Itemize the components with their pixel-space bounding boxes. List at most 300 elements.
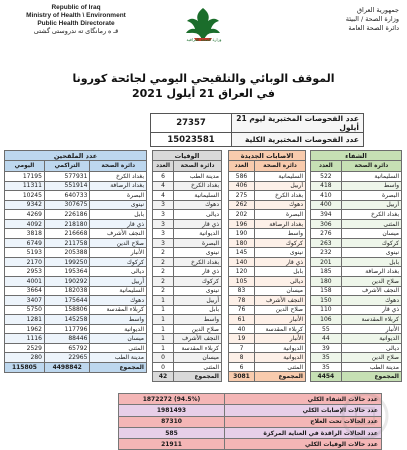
table-row <box>153 334 222 344</box>
table-row <box>311 324 402 334</box>
vaccinated-row-dept: ميسان <box>90 334 147 344</box>
table-row <box>311 277 402 287</box>
header-left-line2: Ministry of Health \ Environment <box>26 12 126 19</box>
table-row <box>229 219 306 229</box>
recovered-row-dept: السليمانية <box>341 172 401 182</box>
vaccinated-row-cum: 218180 <box>44 219 89 229</box>
table-row <box>229 362 306 372</box>
deaths-row-count: 2 <box>153 267 174 277</box>
deaths-row-count: 1 <box>153 343 174 353</box>
recovered-title: الشفاء <box>311 151 402 161</box>
table-row <box>229 353 306 363</box>
vaccinated-row-cum: 211758 <box>44 238 89 248</box>
deaths-row-count: 3 <box>153 200 174 210</box>
vaccinated-total-daily: 115805 <box>5 362 45 372</box>
table-row <box>229 277 306 287</box>
header-right <box>289 6 399 33</box>
vaccinated-row-dept: مدينة الطب <box>90 353 147 363</box>
vaccinated-row-dept: نينوى <box>90 200 147 210</box>
totals-label: عدد حالات الإصابات الكلي <box>225 405 382 416</box>
vaccinated-row-cum: 199250 <box>44 257 89 267</box>
table-row <box>311 305 402 315</box>
vaccinated-row-cum: 551914 <box>44 181 89 191</box>
vaccinated-row-daily: 3818 <box>5 229 45 239</box>
table-row <box>311 343 402 353</box>
vaccinated-row-daily: 4092 <box>5 219 45 229</box>
ministry-logo-icon <box>168 4 238 52</box>
deaths-row-dept: نينوى <box>174 248 222 258</box>
vaccinated-row-dept: المثنى <box>90 343 147 353</box>
deaths-rows <box>153 172 222 372</box>
deaths-row-dept: ديالى <box>174 210 222 220</box>
vaccinated-row-daily: 10245 <box>5 191 45 201</box>
totals-value: 1872272 (94.5%) <box>119 394 225 405</box>
table-row <box>311 219 402 229</box>
deaths-row-count: 2 <box>153 277 174 287</box>
table-row <box>153 191 222 201</box>
vaccinated-row-cum: 117796 <box>44 324 89 334</box>
cases-row-dept: دهوك <box>255 200 306 210</box>
deaths-row-count: 4 <box>153 191 174 201</box>
table-row <box>5 343 147 353</box>
vaccinated-row-dept: الديوانية <box>90 324 147 334</box>
cases-col-num: العدد <box>229 161 255 172</box>
recovered-row-dept: دهوك <box>341 296 401 306</box>
vaccinated-row-daily: 5193 <box>5 248 45 258</box>
totals-label: عدد حالات الوفيات الكلي <box>225 439 382 450</box>
table-row <box>5 353 147 363</box>
table-row <box>5 315 147 325</box>
cases-row-count: 275 <box>229 191 255 201</box>
deaths-row-dept: الديوانية <box>174 229 222 239</box>
deaths-total-value: 42 <box>153 372 174 382</box>
vaccinated-row-daily: 1281 <box>5 315 45 325</box>
cases-row-dept: الديوانية <box>255 343 306 353</box>
table-row <box>5 191 147 201</box>
table-row <box>311 191 402 201</box>
recovered-row-dept: صلاح الدين <box>341 353 401 363</box>
deaths-row-count: 1 <box>153 305 174 315</box>
table-row <box>153 181 222 191</box>
header-left-line1: Republic of Iraq <box>51 4 101 11</box>
deaths-col-num: العدد <box>153 161 174 172</box>
vaccinated-row-cum: 190292 <box>44 277 89 287</box>
cases-row-count: 76 <box>229 305 255 315</box>
deaths-row-dept: ذي قار <box>174 267 222 277</box>
vaccinated-rows <box>5 172 147 363</box>
vaccinated-title: عدد الملقحين <box>5 151 147 161</box>
total-tests-value: 15023581 <box>151 133 232 147</box>
table-row <box>5 267 147 277</box>
table-row <box>153 305 222 315</box>
table-row <box>153 267 222 277</box>
header-right-line2: وزارة الصحة / البيئة <box>345 15 399 23</box>
deaths-row-count: 2 <box>153 286 174 296</box>
deaths-row-count: 0 <box>153 353 174 363</box>
cases-row-count: 61 <box>229 315 255 325</box>
vaccinated-row-daily: 280 <box>5 353 45 363</box>
recovered-row-count: 106 <box>311 315 342 325</box>
table-row <box>5 248 147 258</box>
deaths-col-dept: دائرة الصحة <box>174 161 222 172</box>
table-row <box>153 219 222 229</box>
recovered-row-dept: بغداد الرصافة <box>341 267 401 277</box>
table-row <box>153 248 222 258</box>
page-title: الموقف الوبائي والتلقيحي اليومي لجائحة كورونا <box>72 72 335 85</box>
recovered-row-count: 180 <box>311 277 342 287</box>
deaths-row-dept: دهوك <box>174 200 222 210</box>
cases-col-dept: دائرة الصحة <box>255 161 306 172</box>
vaccinated-row-cum: 307675 <box>44 200 89 210</box>
vaccinated-row-dept: السليمانية <box>90 286 147 296</box>
table-row <box>311 229 402 239</box>
deaths-row-count: 3 <box>153 219 174 229</box>
table-row <box>229 200 306 210</box>
recovered-row-count: 410 <box>311 191 342 201</box>
recovered-row-count: 201 <box>311 257 342 267</box>
recovered-row-count: 306 <box>311 219 342 229</box>
vaccinated-col-dept: دائرة الصحة <box>90 161 147 172</box>
vaccinated-row-dept: بغداد الكرخ <box>90 172 147 182</box>
vaccinated-row-cum: 640733 <box>44 191 89 201</box>
vaccinated-row-dept: ذي قار <box>90 219 147 229</box>
table-row <box>5 324 147 334</box>
table-row <box>229 257 306 267</box>
recovered-row-count: 232 <box>311 248 342 258</box>
deaths-row-dept: نينوى <box>174 286 222 296</box>
vaccinated-row-daily: 2953 <box>5 267 45 277</box>
cases-row-dept: ميسان <box>255 286 306 296</box>
cases-row-dept: نينوى <box>255 248 306 258</box>
recovered-row-count: 394 <box>311 210 342 220</box>
deaths-row-count: 1 <box>153 324 174 334</box>
cases-row-dept: بغداد الكرخ <box>255 191 306 201</box>
recovered-row-count: 418 <box>311 181 342 191</box>
vaccinated-row-cum: 22965 <box>44 353 89 363</box>
cases-row-dept: ذي قار <box>255 257 306 267</box>
table-row <box>229 172 306 182</box>
cases-row-count: 140 <box>229 257 255 267</box>
header-left-line3: Public Health Directorate <box>37 20 115 27</box>
deaths-row-count: 4 <box>153 181 174 191</box>
cases-row-count: 190 <box>229 229 255 239</box>
table-row <box>229 248 306 258</box>
vaccinated-row-dept: البصرة <box>90 191 147 201</box>
cases-row-dept: الأنبار <box>255 315 306 325</box>
recovered-col-num: العدد <box>311 161 342 172</box>
cases-row-dept: كركوك <box>255 238 306 248</box>
table-row <box>311 210 402 220</box>
cases-row-dept: البصرة <box>255 210 306 220</box>
table-row <box>311 200 402 210</box>
deaths-row-count: 3 <box>153 229 174 239</box>
recovered-row-dept: النجف الأشرف <box>341 286 401 296</box>
vaccinated-row-daily: 6749 <box>5 238 45 248</box>
table-row <box>153 172 222 182</box>
recovered-row-dept: أربيل <box>341 200 401 210</box>
table-row <box>5 305 147 315</box>
recovered-row-dept: ديالى <box>341 343 401 353</box>
vaccinated-col-daily: اليومي <box>5 161 45 172</box>
deaths-row-dept: ذي قار <box>174 219 222 229</box>
header-right-line1: جمهورية العراق <box>357 6 399 14</box>
recovered-row-dept: مدينة الطب <box>341 362 401 372</box>
cases-row-dept: كربلاء المقدسة <box>255 324 306 334</box>
vaccinated-row-dept: النجف الأشرف <box>90 229 147 239</box>
totals-value: 1981493 <box>119 405 225 416</box>
deaths-row-count: 2 <box>153 248 174 258</box>
cases-row-count: 6 <box>229 362 255 372</box>
recovered-row-count: 400 <box>311 200 342 210</box>
vaccinated-row-cum: 195364 <box>44 267 89 277</box>
cases-row-count: 586 <box>229 172 255 182</box>
recovered-row-dept: كربلاء المقدسة <box>341 315 401 325</box>
deaths-table <box>152 150 222 382</box>
vaccinated-row-dept: صلاح الدين <box>90 238 147 248</box>
recovered-row-dept: كركوك <box>341 238 401 248</box>
table-row <box>311 286 402 296</box>
vaccinated-col-cum: التراكمي <box>44 161 89 172</box>
vaccinated-row-cum: 158806 <box>44 305 89 315</box>
deaths-row-count: 6 <box>153 172 174 182</box>
table-row <box>229 334 306 344</box>
vaccinated-row-cum: 145258 <box>44 315 89 325</box>
cases-row-count: 40 <box>229 324 255 334</box>
deaths-row-dept: بابل <box>174 305 222 315</box>
recovered-row-count: 35 <box>311 362 342 372</box>
deaths-title: الوفيات <box>153 151 222 161</box>
table-row <box>153 362 222 372</box>
table-row <box>5 172 147 182</box>
table-row <box>5 286 147 296</box>
vaccinated-row-daily: 1116 <box>5 334 45 344</box>
table-row <box>5 229 147 239</box>
cases-row-count: 105 <box>229 277 255 287</box>
vaccinated-table <box>4 150 147 373</box>
vaccinated-row-daily: 1962 <box>5 324 45 334</box>
cases-row-dept: ديالى <box>255 277 306 287</box>
tests-summary-table <box>150 113 364 147</box>
cases-row-count: 7 <box>229 343 255 353</box>
vaccinated-row-dept: الأنبار <box>90 248 147 258</box>
table-row <box>5 210 147 220</box>
deaths-row-dept: السليمانية <box>174 191 222 201</box>
table-row <box>311 248 402 258</box>
recovered-row-count: 185 <box>311 267 342 277</box>
recovered-row-dept: الأنبار <box>341 324 401 334</box>
cases-row-dept: واسط <box>255 229 306 239</box>
recovered-row-dept: ميسان <box>341 229 401 239</box>
recovered-row-count: 263 <box>311 238 342 248</box>
table-row <box>5 277 147 287</box>
cases-row-count: 78 <box>229 296 255 306</box>
deaths-row-dept: بغداد الكرخ <box>174 181 222 191</box>
vaccinated-row-cum: 226186 <box>44 210 89 220</box>
deaths-row-count: 3 <box>153 238 174 248</box>
table-row <box>153 343 222 353</box>
table-row <box>5 238 147 248</box>
recovered-row-count: 35 <box>311 353 342 363</box>
deaths-row-count: 2 <box>153 257 174 267</box>
table-row <box>153 277 222 287</box>
recovered-row-dept: البصرة <box>341 191 401 201</box>
vaccinated-row-daily: 11311 <box>5 181 45 191</box>
table-row <box>229 296 306 306</box>
cases-row-dept: بغداد الرصافة <box>255 219 306 229</box>
table-row <box>229 343 306 353</box>
deaths-row-dept: أربيل <box>174 296 222 306</box>
deaths-row-count: 1 <box>153 296 174 306</box>
table-row <box>153 286 222 296</box>
vaccinated-row-daily: 3664 <box>5 286 45 296</box>
cases-total-label: المجموع <box>255 372 306 382</box>
vaccinated-row-daily: 3407 <box>5 296 45 306</box>
recovered-row-dept: المثنى <box>341 219 401 229</box>
cases-row-count: 196 <box>229 219 255 229</box>
cases-row-dept: المثنى <box>255 362 306 372</box>
vaccinated-row-daily: 4001 <box>5 277 45 287</box>
vaccinated-row-cum: 182038 <box>44 286 89 296</box>
recovered-table <box>310 150 402 382</box>
recovered-rows <box>311 172 402 372</box>
table-row <box>5 200 147 210</box>
total-tests-label: عدد الفحوصات المختبرية الكلية <box>232 133 364 147</box>
recovered-row-dept: بغداد الكرخ <box>341 210 401 220</box>
totals-label: عدد حالات الشفاء الكلي <box>225 394 382 405</box>
deaths-row-count: 3 <box>153 210 174 220</box>
page-subtitle: في العراق 21 أيلول 2021 <box>132 87 275 100</box>
recovered-row-dept: ذي قار <box>341 305 401 315</box>
recovered-total-value: 4454 <box>311 372 342 382</box>
vaccinated-total-cum: 4498842 <box>44 362 89 372</box>
table-row <box>229 315 306 325</box>
vaccinated-row-cum: 216668 <box>44 229 89 239</box>
table-row <box>229 238 306 248</box>
table-row <box>153 324 222 334</box>
vaccinated-row-dept: كركوك <box>90 257 147 267</box>
recovered-row-dept: صلاح الدين <box>341 277 401 287</box>
deaths-row-count: 0 <box>153 362 174 372</box>
table-row <box>229 181 306 191</box>
cases-row-dept: السليمانية <box>255 172 306 182</box>
vaccinated-row-cum: 175644 <box>44 296 89 306</box>
vaccinated-row-daily: 2529 <box>5 343 45 353</box>
recovered-row-count: 276 <box>311 229 342 239</box>
recovered-row-count: 39 <box>311 343 342 353</box>
recovered-total-label: المجموع <box>341 372 401 382</box>
vaccinated-row-daily: 5750 <box>5 305 45 315</box>
header-right-line3: دائرة الصحة العامة <box>348 24 399 32</box>
deaths-row-dept: بغداد الكرخ <box>174 257 222 267</box>
deaths-row-dept: النجف الأشرف <box>174 334 222 344</box>
table-row <box>153 315 222 325</box>
table-row <box>153 238 222 248</box>
totals-value: 585 <box>119 427 225 438</box>
deaths-row-count: 1 <box>153 315 174 325</box>
recovered-row-count: 150 <box>311 296 342 306</box>
table-row <box>229 286 306 296</box>
cases-row-count: 145 <box>229 248 255 258</box>
table-row <box>153 257 222 267</box>
recovered-row-count: 158 <box>311 286 342 296</box>
vaccinated-row-cum: 88446 <box>44 334 89 344</box>
vaccinated-row-cum: 65792 <box>44 343 89 353</box>
totals-value: 87310 <box>119 416 225 427</box>
deaths-row-dept: مدينة الطب <box>174 172 222 182</box>
vaccinated-row-daily: 2170 <box>5 257 45 267</box>
daily-tests-value: 27357 <box>151 114 232 133</box>
totals-value: 21911 <box>119 439 225 450</box>
table-row <box>5 219 147 229</box>
cases-total-value: 3081 <box>229 372 255 382</box>
totals-label: عدد الحالات تحت العلاج <box>225 416 382 427</box>
vaccinated-row-daily: 4269 <box>5 210 45 220</box>
vaccinated-row-dept: دهوك <box>90 296 147 306</box>
table-row <box>311 267 402 277</box>
header-left <box>6 4 146 36</box>
table-row <box>5 257 147 267</box>
vaccinated-row-dept: أربيل <box>90 277 147 287</box>
table-row <box>229 210 306 220</box>
recovered-row-count: 522 <box>311 172 342 182</box>
vaccinated-row-dept: بغداد الرصافة <box>90 181 147 191</box>
table-row <box>229 324 306 334</box>
table-row <box>5 334 147 344</box>
table-row <box>229 267 306 277</box>
cases-row-count: 406 <box>229 181 255 191</box>
recovered-row-count: 55 <box>311 324 342 334</box>
table-row <box>311 334 402 344</box>
cases-row-count: 8 <box>229 353 255 363</box>
logo-caption: وزارة الصحة العراقية <box>186 37 222 42</box>
recovered-row-count: 110 <box>311 305 342 315</box>
vaccinated-row-dept: ديالى <box>90 267 147 277</box>
header-left-line4: قـ ه رمانگاى ته ندروستى گشتى <box>33 28 119 35</box>
vaccinated-row-cum: 205388 <box>44 248 89 258</box>
cases-row-dept: الديوانية <box>255 353 306 363</box>
table-row <box>153 296 222 306</box>
table-row <box>5 296 147 306</box>
cases-table <box>228 150 306 382</box>
table-row <box>229 305 306 315</box>
table-row <box>229 229 306 239</box>
cases-title: الاصابات الجديدة <box>229 151 306 161</box>
deaths-row-dept: ميسان <box>174 353 222 363</box>
recovered-row-dept: الديوانية <box>341 334 401 344</box>
vaccinated-row-dept: واسط <box>90 315 147 325</box>
table-row <box>311 181 402 191</box>
table-row <box>311 172 402 182</box>
cases-row-dept: أربيل <box>255 181 306 191</box>
table-row <box>153 200 222 210</box>
deaths-row-dept: واسط <box>174 315 222 325</box>
cases-row-count: 202 <box>229 210 255 220</box>
table-row <box>311 353 402 363</box>
table-row <box>311 296 402 306</box>
cases-row-count: 180 <box>229 238 255 248</box>
cases-rows <box>229 172 306 372</box>
recovered-row-dept: نينوى <box>341 248 401 258</box>
vaccinated-row-cum: 577931 <box>44 172 89 182</box>
recovered-col-dept: دائرة الصحة <box>341 161 401 172</box>
cases-row-count: 120 <box>229 267 255 277</box>
vaccinated-total-label: المجموع <box>90 362 147 372</box>
table-row <box>229 191 306 201</box>
cases-row-dept: الأنبار <box>255 334 306 344</box>
table-row <box>311 257 402 267</box>
table-row <box>153 353 222 363</box>
table-row <box>153 210 222 220</box>
